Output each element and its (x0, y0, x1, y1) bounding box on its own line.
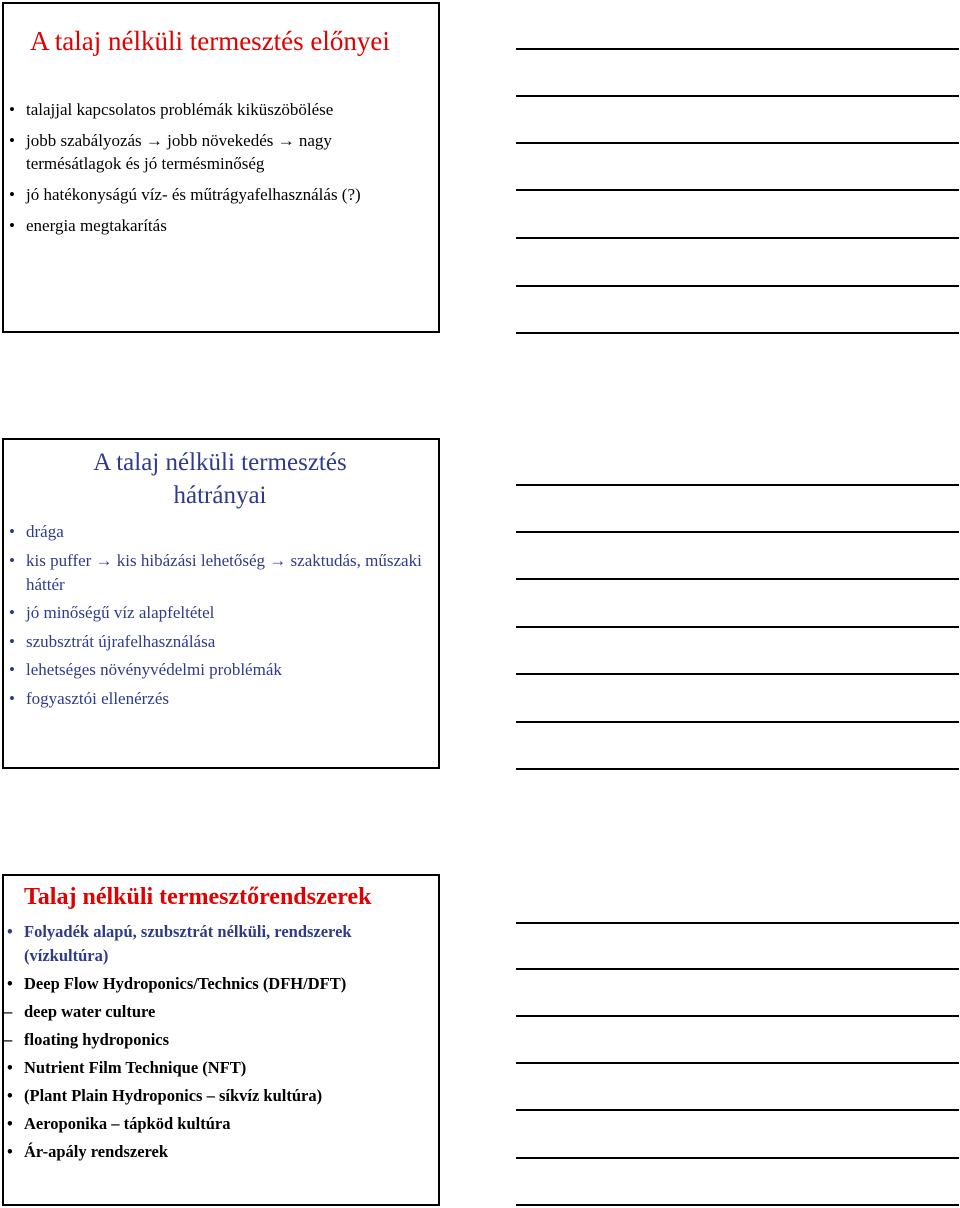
note-line (516, 922, 959, 924)
slide-title-line: A talaj nélküli termesztés (93, 449, 347, 476)
list-item-text: kis puffer → kis hibázási lehetőség → szaktudás, műszaki háttér (26, 550, 422, 594)
bullet-icon: • (7, 1142, 13, 1161)
slide-title (4, 446, 436, 512)
list-item (4, 920, 434, 968)
dash-icon: – (4, 1002, 13, 1021)
bullet-icon: • (7, 974, 13, 993)
bullet-icon: • (9, 660, 15, 679)
list-item-text: jobb szabályozás → jobb növekedés → nagy termésátlagok és jó termésminőség (26, 131, 332, 173)
slide-title: Talaj nélküli termesztőrendszerek (24, 884, 372, 910)
list-item-text: lehetséges növényvédelmi problémák (26, 660, 282, 679)
bullet-list (6, 520, 426, 715)
note-line (516, 1157, 959, 1159)
list-item (6, 687, 426, 711)
list-item (6, 214, 426, 237)
dash-icon: – (4, 1030, 13, 1049)
note-line (516, 48, 959, 50)
slide-systems (2, 874, 440, 1206)
bullet-icon: • (7, 1058, 13, 1077)
note-line (516, 626, 959, 628)
bullet-icon: • (9, 603, 15, 622)
bullet-list (4, 920, 434, 1168)
note-line (516, 1109, 959, 1111)
note-line (516, 1062, 959, 1064)
note-line (516, 968, 959, 970)
note-line (516, 1015, 959, 1017)
list-item-text: floating hydroponics (24, 1030, 170, 1049)
slide-title: A talaj nélküli termesztés előnyei (30, 26, 390, 56)
list-item (6, 658, 426, 682)
note-line (516, 673, 959, 675)
bullet-icon: • (9, 688, 15, 708)
bullet-icon: • (9, 631, 15, 651)
list-item-text: Nutrient Film Technique (NFT) (24, 1058, 247, 1077)
bullet-icon: • (7, 1114, 13, 1133)
list-item (4, 972, 434, 996)
note-line (516, 578, 959, 580)
list-item (4, 1056, 434, 1080)
slide-advantages (2, 2, 440, 333)
list-item (6, 183, 426, 206)
slide-disadvantages (2, 438, 440, 769)
list-item (6, 98, 426, 121)
list-item (6, 549, 426, 597)
list-item-text: (Plant Plain Hydroponics – síkvíz kultúra) (24, 1086, 323, 1105)
list-item-text: energia megtakarítás (26, 216, 167, 235)
bullet-icon: • (7, 1086, 13, 1105)
bullet-icon: • (9, 185, 15, 204)
list-item-text: deep water culture (24, 1002, 156, 1021)
list-item-text: Deep Flow Hydroponics/Technics (DFH/DFT) (24, 974, 347, 993)
note-line (516, 285, 959, 287)
bullet-list (6, 98, 426, 245)
list-item-text: jó minőségű víz alapfeltétel (26, 603, 215, 622)
note-line (516, 721, 959, 723)
note-line (516, 189, 959, 191)
list-item (4, 1028, 434, 1052)
bullet-icon: • (9, 550, 15, 570)
list-item-text: talajjal kapcsolatos problémák kiküszöbölése (26, 100, 334, 119)
note-line (516, 768, 959, 770)
list-item-text: Aeroponika – tápköd kultúra (24, 1114, 231, 1133)
bullet-icon: • (9, 131, 15, 150)
bullet-icon: • (9, 216, 15, 235)
list-item (6, 129, 426, 175)
bullet-icon: • (9, 100, 15, 119)
list-item-text: fogyasztói ellenérzés (26, 688, 170, 708)
list-item (6, 601, 426, 625)
list-item (6, 630, 426, 654)
list-item (4, 1000, 434, 1024)
slide-title-line: hátrányai (173, 482, 267, 509)
bullet-icon: • (9, 522, 15, 541)
list-item-text: drága (26, 522, 64, 541)
list-item-text: Ár-apály rendszerek (24, 1142, 169, 1161)
list-item-text: Folyadék alapú, szubsztrát nélküli, rendszerek (vízkultúra) (24, 922, 352, 965)
list-item (4, 1112, 434, 1136)
note-line (516, 142, 959, 144)
list-item-text: szubsztrát újrafelhasználása (26, 631, 216, 651)
note-line (516, 1204, 959, 1206)
list-item (6, 520, 426, 544)
note-line (516, 332, 959, 334)
list-item-text: jó hatékonyságú víz- és műtrágyafelhasználás (?) (26, 185, 361, 204)
bullet-icon: • (7, 922, 13, 941)
note-line (516, 484, 959, 486)
list-item (4, 1084, 434, 1108)
note-line (516, 95, 959, 97)
note-line (516, 237, 959, 239)
list-item (4, 1140, 434, 1164)
note-line (516, 531, 959, 533)
